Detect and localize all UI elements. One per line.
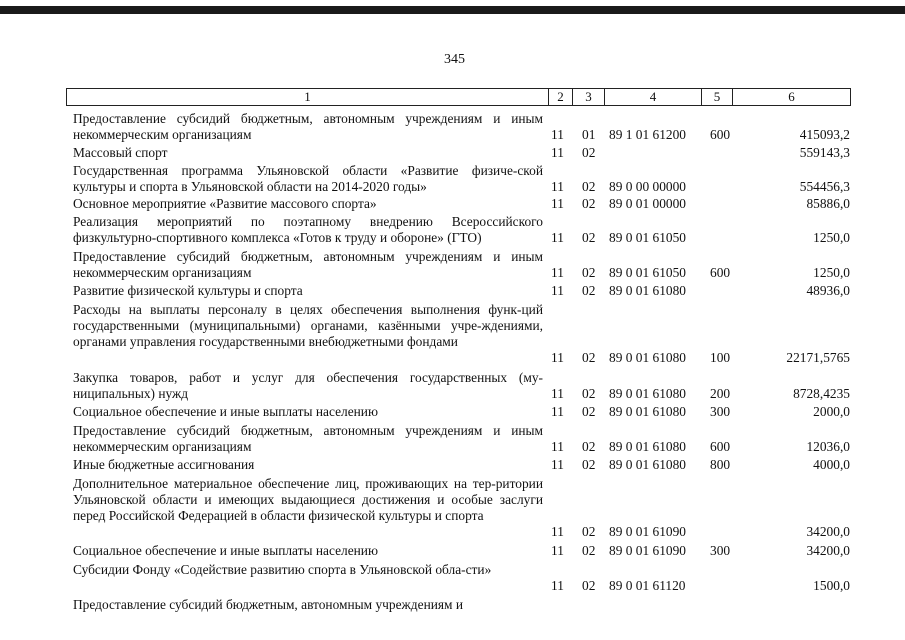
row-code-section: 11 [551, 404, 564, 419]
row-expense-type: 200 [710, 386, 731, 401]
row-name: Дополнительное материальное обеспечение лиц, проживающих на тер-ритории Ульяновской области и имеющих выдающиеся достижения и особые заслуги перед Российской Федерацией в области физической культуры и спорта [73, 476, 543, 523]
header-col-1: 1 [304, 89, 311, 104]
page-number: 345 [444, 52, 465, 67]
header-col-5: 5 [701, 89, 732, 105]
row-target-code: 89 0 01 61080 [609, 457, 686, 472]
row-name: Субсидии Фонду «Содействие развитию спорта в Ульяновской обла-сти» [73, 562, 492, 577]
row-code-subsection: 02 [582, 457, 596, 472]
header-col-6: 6 [732, 89, 850, 105]
row-name: Развитие физической культуры и спорта [73, 283, 303, 298]
row-code-section: 11 [551, 196, 564, 211]
row-target-code: 89 0 01 61080 [609, 404, 686, 419]
row-amount: 559143,3 [799, 145, 850, 160]
row-name: Государственная программа Ульяновской области «Развитие физиче-ской культуры и спорта в Ульяновской области на 2014-2020 годы» [73, 163, 543, 194]
row-code-section: 11 [551, 386, 564, 401]
row-amount: 415093,2 [799, 127, 850, 142]
header-col-4: 4 [604, 89, 701, 105]
row-code-subsection: 02 [582, 350, 596, 365]
row-name: Реализация мероприятий по поэтапному внедрению Всероссийского физкультурно-спортивного комплекса «Готов к труду и обороне» (ГТО) [73, 214, 543, 245]
table-header [66, 88, 851, 106]
row-code-section: 11 [551, 524, 564, 539]
row-target-code: 89 0 01 61080 [609, 386, 686, 401]
row-name: Социальное обеспечение и иные выплаты населению [73, 404, 378, 419]
row-amount: 12036,0 [806, 439, 850, 454]
row-code-subsection: 02 [582, 230, 596, 245]
row-code-subsection: 02 [582, 386, 596, 401]
header-col-2: 2 [548, 89, 572, 105]
row-name: Закупка товаров, работ и услуг для обеспечения государственных (му-ниципальных) нужд [73, 370, 543, 401]
row-code-subsection: 02 [582, 283, 596, 298]
row-expense-type: 600 [710, 439, 731, 454]
row-code-section: 11 [551, 578, 564, 593]
row-expense-type: 300 [710, 543, 731, 558]
row-name: Массовый спорт [73, 145, 168, 160]
row-code-subsection: 02 [582, 196, 596, 211]
row-name: Предоставление субсидий бюджетным, автономным учреждениям и [73, 597, 464, 612]
row-code-subsection: 02 [582, 179, 596, 194]
row-code-section: 11 [551, 265, 564, 280]
row-expense-type: 100 [710, 350, 731, 365]
row-name: Иные бюджетные ассигнования [73, 457, 255, 472]
row-code-section: 11 [551, 543, 564, 558]
row-amount: 2000,0 [813, 404, 850, 419]
row-code-section: 11 [551, 439, 564, 454]
row-code-subsection: 02 [582, 145, 596, 160]
row-target-code: 89 0 00 00000 [609, 179, 686, 194]
row-code-section: 11 [551, 350, 564, 365]
row-target-code: 89 0 01 61080 [609, 439, 686, 454]
row-target-code: 89 0 01 61080 [609, 283, 686, 298]
row-name: Социальное обеспечение и иные выплаты населению [73, 543, 378, 558]
row-target-code: 89 0 01 61050 [609, 230, 686, 245]
row-code-subsection: 02 [582, 578, 596, 593]
row-code-section: 11 [551, 457, 564, 472]
header-col-3: 3 [572, 89, 604, 105]
row-expense-type: 600 [710, 127, 731, 142]
row-target-code: 89 0 01 61120 [609, 578, 686, 593]
row-amount: 1500,0 [813, 578, 850, 593]
row-expense-type: 800 [710, 457, 731, 472]
row-code-section: 11 [551, 127, 564, 142]
row-amount: 34200,0 [806, 543, 850, 558]
row-expense-type: 600 [710, 265, 731, 280]
row-code-section: 11 [551, 283, 564, 298]
row-expense-type: 300 [710, 404, 731, 419]
row-name: Предоставление субсидий бюджетным, автономным учреждениям и иным некоммерческим организациям [73, 111, 543, 142]
row-target-code: 89 0 01 61080 [609, 350, 686, 365]
row-amount: 4000,0 [813, 457, 850, 472]
row-amount: 1250,0 [813, 265, 850, 280]
row-name: Основное мероприятие «Развитие массового спорта» [73, 196, 377, 211]
scan-top-border [0, 6, 905, 14]
row-amount: 34200,0 [806, 524, 850, 539]
row-amount: 22171,5765 [786, 350, 850, 365]
row-target-code: 89 0 01 61050 [609, 265, 686, 280]
row-code-subsection: 02 [582, 404, 596, 419]
row-amount: 48936,0 [806, 283, 850, 298]
row-code-section: 11 [551, 179, 564, 194]
row-code-subsection: 02 [582, 265, 596, 280]
row-code-section: 11 [551, 145, 564, 160]
row-name: Расходы на выплаты персоналу в целях обеспечения выполнения функ-ций государственными (муниципальными) органами, казёнными учре-ждениями, органами управления государственными внебюджетными фондами [73, 302, 543, 349]
row-amount: 85886,0 [806, 196, 850, 211]
row-amount: 554456,3 [799, 179, 850, 194]
row-code-subsection: 02 [582, 439, 596, 454]
row-code-subsection: 02 [582, 543, 596, 558]
row-target-code: 89 0 01 61090 [609, 524, 686, 539]
row-amount: 1250,0 [813, 230, 850, 245]
row-name: Предоставление субсидий бюджетным, автономным учреждениям и иным некоммерческим организациям [73, 423, 543, 454]
row-code-section: 11 [551, 230, 564, 245]
row-code-subsection: 02 [582, 524, 596, 539]
row-target-code: 89 0 01 61090 [609, 543, 686, 558]
row-target-code: 89 0 01 00000 [609, 196, 686, 211]
row-amount: 8728,4235 [793, 386, 850, 401]
row-code-subsection: 01 [582, 127, 596, 142]
row-target-code: 89 1 01 61200 [609, 127, 686, 142]
row-name: Предоставление субсидий бюджетным, автономным учреждениям и иным некоммерческим организациям [73, 249, 543, 280]
